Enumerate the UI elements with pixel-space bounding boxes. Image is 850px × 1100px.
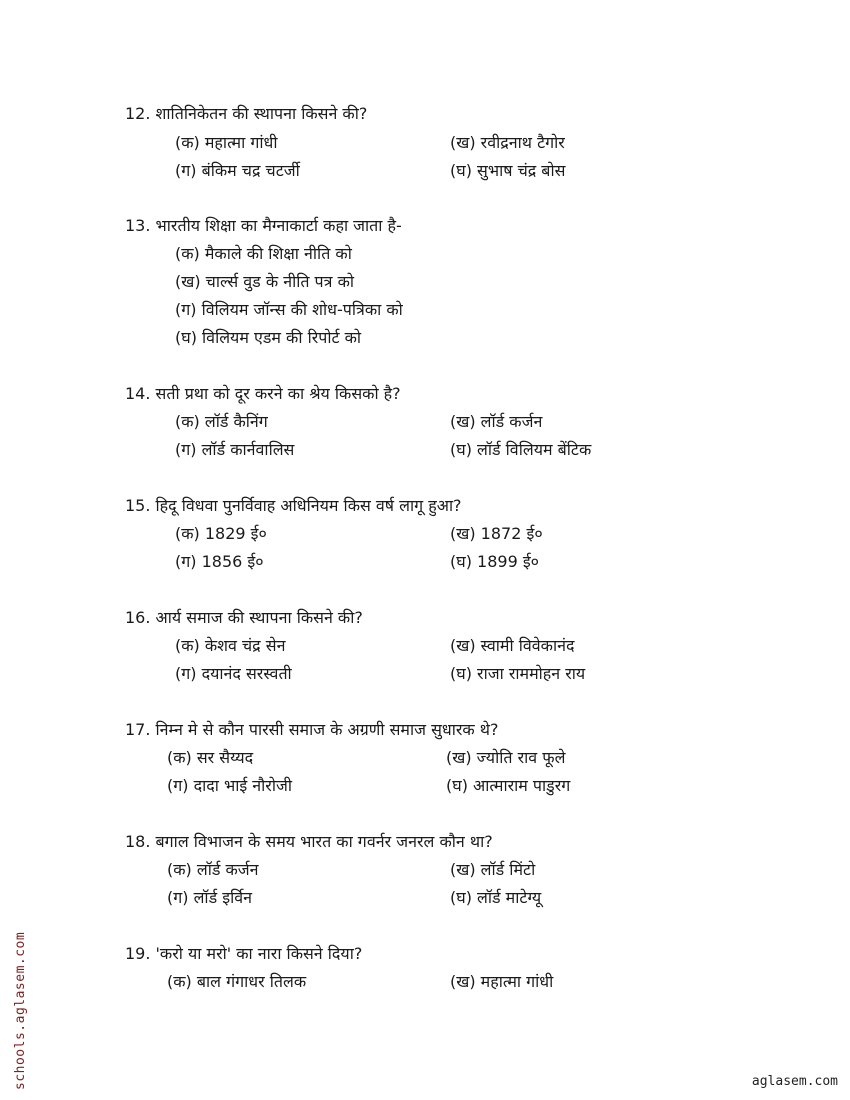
option-gha: (घ) लॉर्ड माटेग्यू [450, 888, 542, 907]
option-ga: (ग) 1856 ई० [175, 552, 264, 571]
question-text: 19. 'करो या मरो' का नारा किसने दिया? [125, 944, 363, 963]
option-gha: (घ) राजा राममोहन राय [450, 664, 586, 683]
question-text: 17. निम्न मे से कौन पारसी समाज के अग्रणी समाज सुधारक थे? [125, 720, 499, 739]
option-kha: (ख) 1872 ई० [450, 524, 543, 543]
option-ga: (ग) विलियम जॉन्स की शोध-पत्रिका को [175, 300, 403, 319]
option-ga: (ग) दयानंद सरस्वती [175, 664, 292, 683]
option-kha: (ख) लॉर्ड कर्जन [450, 412, 543, 431]
option-kha: (ख) रवीद्रनाथ टैगोर [450, 133, 565, 152]
option-kha: (ख) ज्योति राव फूले [446, 748, 566, 767]
question-text: 16. आर्य समाज की स्थापना किसने की? [125, 608, 363, 627]
option-ka: (क) महात्मा गांधी [175, 133, 278, 152]
question-text: 15. हिदू विधवा पुनर्विवाह अधिनियम किस वर्ष लागू हुआ? [125, 496, 462, 515]
question-text: 12. शातिनिकेतन की स्थापना किसने की? [125, 104, 368, 123]
option-ka: (क) बाल गंगाधर तिलक [167, 972, 307, 991]
option-ga: (ग) बंकिम चद्र चटर्जी [175, 161, 300, 180]
option-gha: (घ) लॉर्ड विलियम बेंटिक [450, 440, 592, 459]
footer-watermark: aglasem.com [751, 1074, 838, 1089]
option-gha: (घ) आत्माराम पाडुरग [446, 776, 571, 795]
option-kha: (ख) चार्ल्स वुड के नीति पत्र को [175, 272, 355, 291]
option-gha: (घ) 1899 ई० [450, 552, 540, 571]
option-ga: (ग) लॉर्ड इर्विन [167, 888, 252, 907]
question-text: 18. बगाल विभाजन के समय भारत का गवर्नर जनरल कौन था? [125, 832, 493, 851]
option-ga: (ग) लॉर्ड कार्नवालिस [175, 440, 295, 459]
option-ka: (क) मैकाले की शिक्षा नीति को [175, 244, 352, 263]
question-text: 13. भारतीय शिक्षा का मैग्नाकार्टा कहा जाता है- [125, 216, 402, 235]
option-ka: (क) केशव चंद्र सेन [175, 636, 286, 655]
option-ka: (क) 1829 ई० [175, 524, 267, 543]
option-ka: (क) लॉर्ड कैनिंग [175, 412, 268, 431]
question-text: 14. सती प्रथा को दूर करने का श्रेय किसको है? [125, 384, 401, 403]
option-ka: (क) लॉर्ड कर्जन [167, 860, 259, 879]
option-kha: (ख) महात्मा गांधी [450, 972, 554, 991]
option-kha: (ख) लॉर्ड मिंटो [450, 860, 536, 879]
option-ka: (क) सर सैय्यद [167, 748, 254, 767]
option-kha: (ख) स्वामी विवेकानंद [450, 636, 575, 655]
option-gha: (घ) सुभाष चंद्र बोस [450, 161, 566, 180]
side-watermark: schools.aglasem.com [13, 931, 28, 1090]
option-gha: (घ) विलियम एडम की रिपोर्ट को [175, 328, 362, 347]
option-ga: (ग) दादा भाई नौरोजी [167, 776, 293, 795]
